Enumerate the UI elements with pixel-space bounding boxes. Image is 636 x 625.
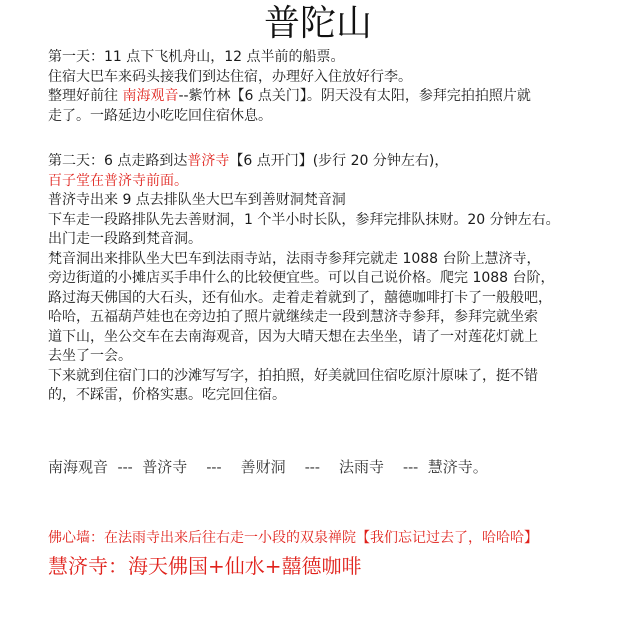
day1-text: 整理好前往 <box>48 88 123 104</box>
day2-line: 梵音洞出来排队坐大巴车到法雨寺站，法雨寺参拜完就走 1088 台阶上慧济寺， <box>48 250 541 267</box>
route-summary: 南海观音 --- 普济寺 --- 善财洞 --- 法雨寺 --- 慧济寺。 <box>48 458 488 476</box>
day2-line: 普济寺出来 9 点去排队坐大巴车到善财洞梵音洞 <box>48 192 346 208</box>
note-foxin-wall: 佛心墙：在法雨寺出来后往右走一小段的双泉禅院【我们忘记过去了，哈哈哈】 <box>48 530 538 546</box>
day2-line: 路过海天佛国的大石头，还有仙水。走着走着就到了，囍德咖啡打卡了一般般吧， <box>48 289 552 306</box>
day1-line: 第一天：11 点下飞机舟山，12 点半前的船票。 <box>48 49 345 65</box>
day2-line: 的，不踩雷，价格实惠。吃完回住宿。 <box>48 387 286 403</box>
day2-line: 去坐了一会。 <box>48 348 132 364</box>
day1-line <box>48 87 608 107</box>
day2-line: 出门走一段路到梵音洞。 <box>48 231 202 247</box>
day2-line: 哈哈，五福葫芦娃也在旁边拍了照片就继续走一段到慧济寺参拜，参拜完就坐索 <box>48 309 538 325</box>
day1-line: 走了。一路延边小吃吃回住宿休息。 <box>48 107 272 124</box>
day1-text: --紫竹林【6 点关门】。阴天没有太阳，参拜完拍拍照片就 <box>178 88 531 104</box>
day2-line: 下来就到住宿门口的沙滩写写字，拍拍照，好美就回住宿吃原汁原味了，挺不错 <box>48 367 538 384</box>
day2-text: 第二天：6 点走路到达 <box>48 153 188 169</box>
day2-line: 旁边街道的小摊店买手串什么的比较便宜些。可以自己说价格。爬完 1088 台阶， <box>48 270 555 286</box>
day2-line-red: 百子堂在普济寺前面。 <box>48 172 188 189</box>
day2-line <box>48 152 608 172</box>
day1-section <box>48 48 608 126</box>
day2-line: 道下山，坐公交车在去南海观音，因为大晴天想在去坐坐，请了一对莲花灯就上 <box>48 328 538 345</box>
day1-line: 住宿大巴车来码头接我们到达住宿，办理好入住放好行李。 <box>48 68 412 85</box>
highlight-puji: 普济寺 <box>187 153 230 169</box>
highlight-nanhai: 南海观音 <box>122 88 179 104</box>
highlight-huiji: 慧济寺：海天佛国+仙水+囍德咖啡 <box>48 554 362 578</box>
day2-line: 下车走一段路排队先去善财洞，1 个半小时长队，参拜完排队抹财。20 分钟左右。 <box>48 211 560 228</box>
page-title: 普陀山 <box>263 3 372 44</box>
day2-section <box>48 152 608 406</box>
day2-text: 【6 点开门】(步行 20 分钟左右)， <box>229 153 449 169</box>
